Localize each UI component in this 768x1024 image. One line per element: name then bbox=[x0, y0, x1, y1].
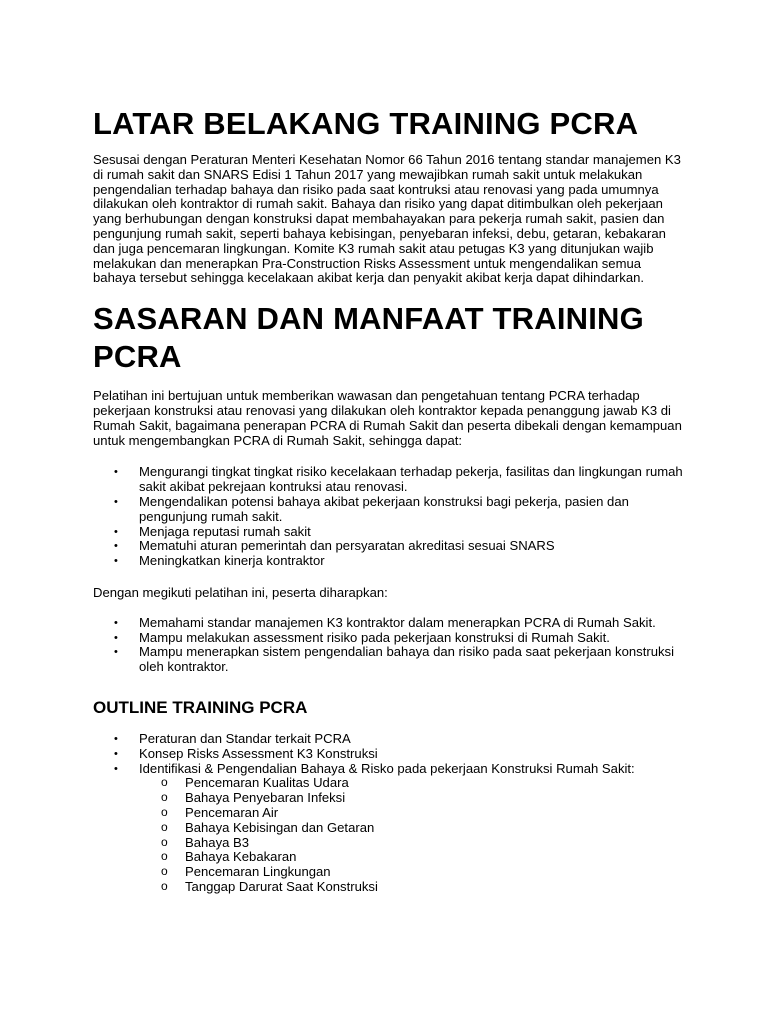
list-item-text: Mematuhi aturan pemerintah dan persyaratan akreditasi sesuai SNARS bbox=[139, 538, 555, 554]
sublist-item-text: Bahaya B3 bbox=[185, 834, 250, 850]
sublist-bahaya bbox=[139, 776, 683, 894]
paragraph-sasaran: Pelatihan ini bertujuan untuk memberikan wawasan dan pengetahuan tentang PCRA terhadap pekerjaan konstruksi atau renovasi yang dilakukan oleh kontraktor kepada penanggung jawab K3 di Rumah Sakit, bagaimana penerapan PCRA di Rumah Sakit dan peserta dibekali dengan kemampuan untuk mengembangkan PCRA di Rumah Sakit, sehingga dapat: bbox=[93, 388, 682, 448]
sublist-item bbox=[93, 850, 683, 865]
subbullet-marker: o bbox=[161, 849, 168, 864]
list-item bbox=[93, 525, 683, 540]
subbullet-marker: o bbox=[161, 790, 168, 805]
list-item bbox=[93, 554, 683, 569]
sublist-item bbox=[93, 836, 683, 851]
subbullet-marker: o bbox=[161, 775, 168, 790]
list-item-text: Peraturan dan Standar terkait PCRA bbox=[139, 730, 351, 746]
sublist-item-text: Bahaya Penyebaran Infeksi bbox=[185, 790, 346, 806]
list-item-text: Mengurangi tingkat tingkat risiko kecelakaan terhadap pekerja, fasilitas dan lingkungan rumah sakit akibat pekrejaan kontruksi atau renovasi. bbox=[139, 464, 683, 495]
list-item-text: Menjaga reputasi rumah sakit bbox=[139, 523, 311, 539]
bullet-marker: • bbox=[114, 540, 118, 553]
sublist-item bbox=[93, 806, 683, 821]
list-item bbox=[93, 616, 683, 631]
sublist-item-text: Bahaya Kebisingan dan Getaran bbox=[185, 819, 375, 835]
subbullet-marker: o bbox=[161, 804, 168, 819]
sublist-item bbox=[93, 865, 683, 880]
bullet-marker: • bbox=[114, 747, 118, 760]
list-item bbox=[93, 732, 683, 747]
heading-latar-belakang: LATAR BELAKANG TRAINING PCRA bbox=[93, 106, 639, 141]
list-outline bbox=[93, 732, 683, 895]
bullet-marker: • bbox=[114, 762, 118, 775]
list-item-text: Konsep Risks Assessment K3 Konstruksi bbox=[139, 745, 378, 761]
list-item bbox=[93, 645, 683, 675]
sublist-item bbox=[93, 791, 683, 806]
bullet-marker: • bbox=[114, 646, 118, 659]
sublist-item-text: Pencemaran Air bbox=[185, 804, 279, 820]
bullet-marker: • bbox=[114, 466, 118, 479]
subbullet-marker: o bbox=[161, 819, 168, 834]
list-item bbox=[93, 495, 683, 525]
list-item bbox=[93, 631, 683, 646]
subbullet-marker: o bbox=[161, 878, 168, 893]
heading-sasaran-manfaat: SASARAN DAN MANFAAT TRAINING PCRA bbox=[93, 301, 644, 375]
sublist-item-text: Bahaya Kebakaran bbox=[185, 849, 297, 865]
list-item bbox=[93, 762, 683, 895]
document-content bbox=[93, 105, 683, 895]
sublist-item bbox=[93, 776, 683, 791]
bullet-marker: • bbox=[114, 616, 118, 629]
sublist-item bbox=[93, 821, 683, 836]
list-sasaran bbox=[93, 465, 683, 569]
list-item bbox=[93, 539, 683, 554]
list-harapan bbox=[93, 616, 683, 675]
sublist-item-text: Tanggap Darurat Saat Konstruksi bbox=[185, 878, 378, 894]
sublist-item-text: Pencemaran Lingkungan bbox=[185, 864, 331, 880]
bullet-marker: • bbox=[114, 495, 118, 508]
paragraph-latar-belakang: Sesusai dengan Peraturan Menteri Kesehatan Nomor 66 Tahun 2016 tentang standar manajemen K3 di rumah sakit dan SNARS Edisi 1 Tahun 2017 yang mewajibkan rumah sakit untuk melakukan pengendalian terhadap bahaya dan risiko pada saat kontruksi atau renovasi yang pada umumnya dilakukan oleh kontraktor di rumah sakit. Bahaya dan risiko yang dapat ditimbulkan oleh pekerjaan yang berhubungan dengan konstruksi dapat membahayakan para pekerja rumah sakit, pasien dan pengunjung rumah sakit, seperti bahaya kebisingan, penyebaran infeksi, debu, getaran, kebakaran dan juga pencemaran lingkungan. Komite K3 rumah sakit atau petugas K3 yang ditunjukan wajib melakukan dan menerapkan Pra-Construction Risks Assessment untuk mengendalikan semua bahaya tersebut sehingga kecelakaan akibat kerja dan penyakit akibat kerja dapat dihindarkan. bbox=[93, 152, 681, 286]
list-item bbox=[93, 465, 683, 495]
subbullet-marker: o bbox=[161, 834, 168, 849]
sublist-item bbox=[93, 880, 683, 895]
list-item bbox=[93, 747, 683, 762]
bullet-marker: • bbox=[114, 525, 118, 538]
sublist-item-text: Pencemaran Kualitas Udara bbox=[185, 775, 349, 791]
subbullet-marker: o bbox=[161, 864, 168, 879]
list-item-text: Memahami standar manajemen K3 kontraktor dalam menerapkan PCRA di Rumah Sakit. bbox=[139, 614, 656, 630]
bullet-marker: • bbox=[114, 555, 118, 568]
bullet-marker: • bbox=[114, 732, 118, 745]
paragraph-harapan: Dengan megikuti pelatihan ini, peserta diharapkan: bbox=[93, 584, 388, 600]
list-item-text: Mampu menerapkan sistem pengendalian bahaya dan risiko pada saat pekerjaan konstruksi oleh kontraktor. bbox=[139, 644, 674, 675]
list-item-text: Identifikasi & Pengendalian Bahaya & Risko pada pekerjaan Konstruksi Rumah Sakit: bbox=[139, 760, 635, 776]
list-item-text: Mampu melakukan assessment risiko pada pekerjaan konstruksi di Rumah Sakit. bbox=[139, 629, 610, 645]
list-item-text: Meningkatkan kinerja kontraktor bbox=[139, 553, 325, 569]
bullet-marker: • bbox=[114, 631, 118, 644]
list-item-text: Mengendalikan potensi bahaya akibat pekerjaan konstruksi bagi pekerja, pasien dan pengunjung rumah sakit. bbox=[139, 493, 629, 524]
heading-outline: OUTLINE TRAINING PCRA bbox=[93, 697, 308, 717]
